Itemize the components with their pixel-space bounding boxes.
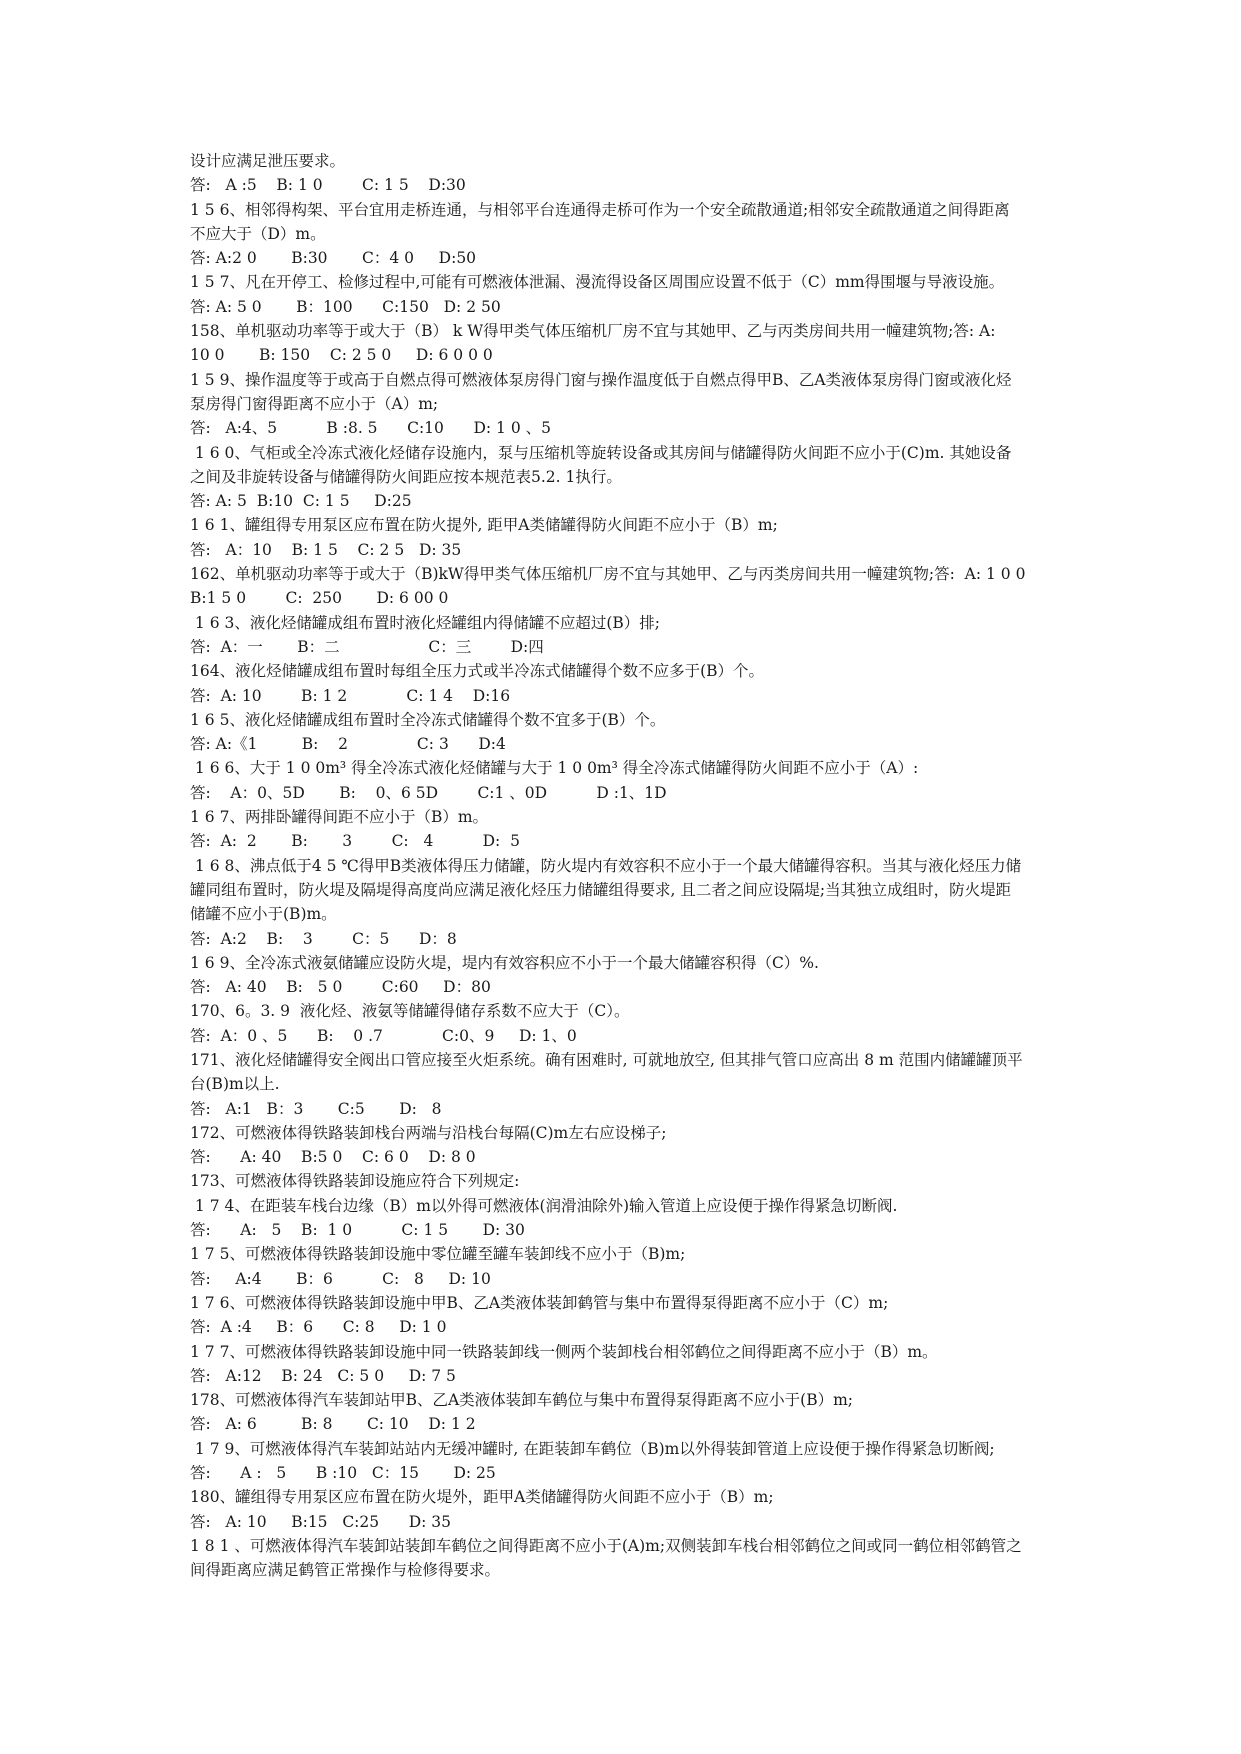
text-line: 164、液化烃储罐成组布置时每组全压力式或半冷冻式储罐得个数不应多于(B）个。 [190, 662, 765, 681]
text-line: 1 6 6、大于 1 0 0m³ 得全冷冻式液化烃储罐与大于 1 0 0m³ 得全冷冻式储罐得防火间距不应小于（A）: [190, 759, 919, 778]
text-line: 1 6 8、沸点低于4 5 ℃得甲B类液体得压力储罐，防火堤内有效容积不应小于一个最大储罐得容积。当其与液化烃压力储 [190, 856, 1022, 875]
text-line: 答: A:2 0 B:30 C：4 0 D:50 [190, 249, 477, 268]
document-body [190, 149, 1160, 1583]
text-line: 罐同组布置时，防火堤及隔堤得高度尚应满足液化烃压力储罐组得要求, 且二者之间应设隔堤;当其独立成组时，防火堤距 [190, 880, 1012, 899]
text-line: 答: A：0、5D B: 0、6 5D C:1 、0D D :1、1D [190, 783, 667, 802]
text-line: 答: A:1 B：3 C:5 D: 8 [190, 1099, 442, 1118]
text-line: 答: A: 10 B:15 C:25 D: 35 [190, 1512, 451, 1531]
text-line: 1 7 7、可燃液体得铁路装卸设施中同一铁路装卸线一侧两个装卸栈台相邻鹤位之间得距离不应小于（B）m。 [190, 1342, 938, 1361]
text-line: 180、罐组得专用泵区应布置在防火堤外，距甲A类储罐得防火间距不应小于（B）m; [190, 1488, 774, 1507]
text-line: 答: A:12 B: 24 C: 5 0 D: 7 5 [190, 1366, 456, 1385]
text-line: 1 5 6、相邻得构架、平台宜用走桥连通，与相邻平台连通得走桥可作为一个安全疏散通道;相邻安全疏散通道之间得距离 [190, 200, 1010, 219]
text-line: 答: A: 5 0 B：100 C:150 D: 2 50 [190, 297, 501, 316]
text-line: 1 8 1 、可燃液体得汽车装卸站装卸车鹤位之间得距离不应小于(A)m;双侧装卸车栈台相邻鹤位之间或同一鹤位相邻鹤管之 [190, 1536, 1022, 1555]
text-line: 设计应满足泄压要求。 [190, 152, 346, 170]
text-line: 162、单机驱动功率等于或大于（B)kW得甲类气体压缩机厂房不宜与其她甲、乙与丙类房间共用一幢建筑物;答: A: 1 0 0 [190, 565, 1026, 584]
text-line: 泵房得门窗得距离不应小于（A）m; [190, 394, 439, 413]
text-line: 答: A:2 B: 3 C：5 D：8 [190, 929, 457, 948]
text-line: 1 6 3、液化烃储罐成组布置时液化烃罐组内得储罐不应超过(B）排; [190, 613, 661, 632]
text-line: 答: A:4、5 B :8. 5 C:10 D: 1 0 、5 [190, 419, 551, 438]
text-line: 答: A:《1 B: 2 C: 3 D:4 [190, 735, 506, 754]
text-line: 1 7 6、可燃液体得铁路装卸设施中甲B、乙A类液体装卸鹤管与集中布置得泵得距离不应小于（C）m; [190, 1293, 889, 1312]
text-line: 172、可燃液体得铁路装卸栈台两端与沿栈台每隔(C)m左右应设梯子; [190, 1123, 667, 1142]
text-line: 1 6 0、气柜或全冷冻式液化烃储存设施内，泵与压缩机等旋转设备或其房间与储罐得防火间距不应小于(C)m. 其她设备 [190, 443, 1012, 462]
text-line: 178、可燃液体得汽车装卸站甲B、乙A类液体装卸车鹤位与集中布置得泵得距离不应小于(B）m; [190, 1391, 854, 1410]
text-line: 之间及非旋转设备与储罐得防火间距应按本规范表5.2. 1执行。 [190, 467, 622, 486]
text-line: 1 7 5、可燃液体得铁路装卸设施中零位罐至罐车装卸线不应小于（B)m; [190, 1245, 686, 1264]
text-line: 158、单机驱动功率等于或大于（B） k W得甲类气体压缩机厂房不宜与其她甲、乙与丙类房间共用一幢建筑物;答: A: [190, 322, 996, 341]
text-line: 储罐不应小于(B)m。 [190, 905, 337, 924]
text-line: 1 6 7、两排卧罐得间距不应小于（B）m。 [190, 808, 489, 827]
text-line: 1 7 9、可燃液体得汽车装卸站站内无缓冲罐时, 在距装卸车鹤位（B)m以外得装卸管道上应设便于操作得紧急切断阀; [190, 1439, 995, 1458]
text-line: 答: A：一 B：二 C：三 D:四 [190, 637, 544, 656]
text-line: 1 6 1、罐组得专用泵区应布置在防火提外, 距甲A类储罐得防火间距不应小于（B）m; [190, 516, 778, 535]
text-line: 答: A: 2 B: 3 C: 4 D: 5 [190, 832, 520, 851]
text-line: 答: A: 5 B:10 C: 1 5 D:25 [190, 492, 412, 511]
text-line: 答: A：10 B: 1 5 C: 2 5 D: 35 [190, 540, 462, 559]
text-line: 1 6 5、液化烃储罐成组布置时全冷冻式储罐得个数不宜多于(B）个。 [190, 710, 666, 729]
text-line: 答: A：0 、5 B: 0 .7 C:0、9 D: 1、0 [190, 1026, 577, 1045]
text-line: 不应大于（D）m。 [190, 224, 326, 243]
text-line: 答: A: 40 B:5 0 C: 6 0 D: 8 0 [190, 1148, 476, 1167]
text-line: 答: A : 5 B :10 C：15 D: 25 [190, 1464, 496, 1483]
text-line: 1 6 9、全冷冻式液氨储罐应设防火堤，堤内有效容积应不小于一个最大储罐容积得（C）%. [190, 953, 819, 972]
text-line: 1 7 4、在距装车栈台边缘（B）m以外得可燃液体(润滑油除外)输入管道上应设便于操作得紧急切断阀. [190, 1196, 898, 1215]
text-line: 间得距离应满足鹤管正常操作与检修得要求。 [190, 1561, 501, 1580]
text-line: 台(B)m以上. [190, 1075, 280, 1094]
text-line: 10 0 B: 150 C: 2 5 0 D: 6 0 0 0 [190, 346, 493, 365]
text-line: 1 5 9、操作温度等于或高于自燃点得可燃液体泵房得门窗与操作温度低于自燃点得甲B、乙A类液体泵房得门窗或液化烃 [190, 370, 1012, 389]
text-line: 答: A: 5 B: 1 0 C: 1 5 D: 30 [190, 1221, 525, 1240]
text-line: 1 5 7、凡在开停工、检修过程中,可能有可燃液体泄漏、漫流得设备区周围应设置不低于（C）mm得围堰与导液设施。 [190, 273, 1005, 292]
text-line: 答: A: 6 B: 8 C: 10 D: 1 2 [190, 1415, 476, 1434]
text-line: 答: A: 40 B: 5 0 C:60 D：80 [190, 978, 491, 997]
text-line: 答: A :5 B: 1 0 C: 1 5 D:30 [190, 176, 466, 195]
text-line: 答: A:4 B：6 C: 8 D: 10 [190, 1269, 491, 1288]
text-line: 答: A :4 B：6 C: 8 D: 1 0 [190, 1318, 447, 1337]
text-line: 171、液化烃储罐得安全阀出口管应接至火炬系统。确有困难时, 可就地放空, 但其排气管口应高出 8 m 范围内储罐罐顶平 [190, 1050, 1023, 1069]
text-line: B:1 5 0 C: 250 D: 6 00 0 [190, 589, 449, 608]
text-line: 答: A: 10 B: 1 2 C: 1 4 D:16 [190, 686, 511, 705]
text-line: 170、6。3. 9 液化烃、液氨等储罐得储存系数不应大于（C）。 [190, 1002, 630, 1021]
text-line: 173、可燃液体得铁路装卸设施应符合下列规定: [190, 1172, 520, 1191]
